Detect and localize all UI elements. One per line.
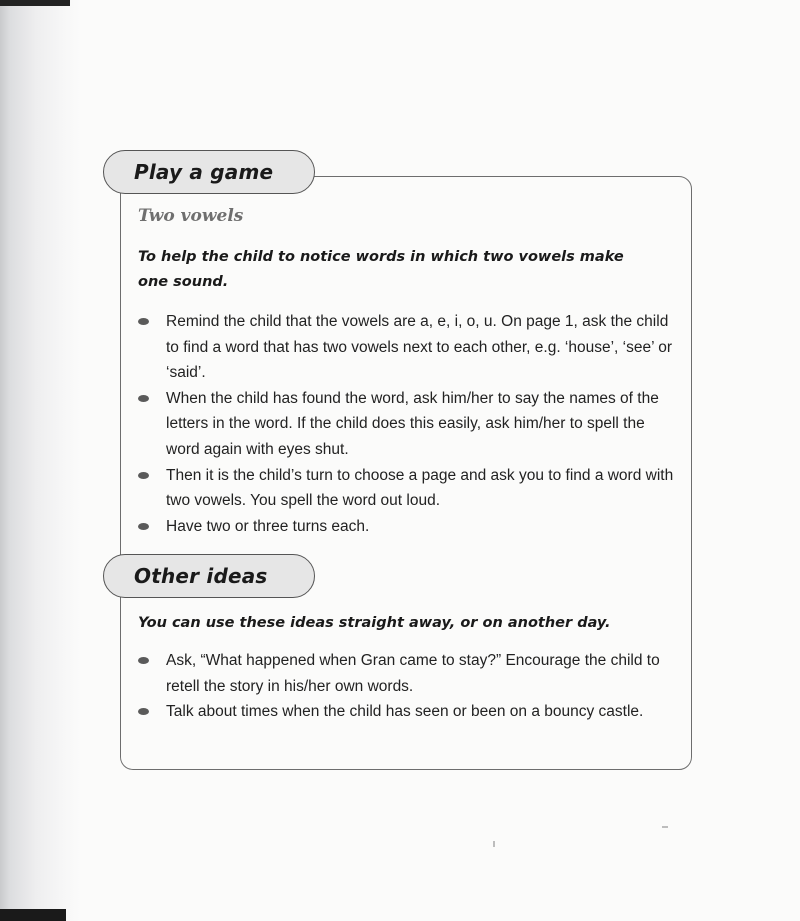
play-a-game-heading: Play a game xyxy=(103,150,315,194)
other-ideas-lead: You can use these ideas straight away, or on another day. xyxy=(138,615,611,631)
bullet-text: Then it is the child’s turn to choose a page and ask you to find a word with two vowels. You spell the word out loud. xyxy=(166,466,674,510)
bullet-icon xyxy=(138,472,149,479)
list-item xyxy=(138,514,678,540)
other-ideas-bullet-list xyxy=(138,648,678,725)
bullet-icon xyxy=(138,395,149,402)
page-edge-mark-top xyxy=(0,0,70,6)
list-item xyxy=(138,463,678,514)
scan-speck xyxy=(493,841,495,847)
play-game-bullet-list xyxy=(138,309,678,539)
list-item xyxy=(138,386,678,463)
bullet-icon xyxy=(138,523,149,530)
bullet-icon xyxy=(138,657,149,664)
list-item xyxy=(138,648,678,699)
bullet-text: Remind the child that the vowels are a, e, i, o, u. On page 1, ask the child to find a word that has two vowels next to each other, e.g. ‘house’, ‘see’ or ‘said’. xyxy=(166,313,673,382)
bullet-icon xyxy=(138,708,149,715)
bullet-text: When the child has found the word, ask him/her to say the names of the letters in the word. If the child does this easily, ask him/her to spell the word again with eyes shut. xyxy=(166,389,659,458)
play-game-lead: To help the child to notice words in which two vowels make one sound. xyxy=(138,249,624,290)
list-item xyxy=(138,309,678,386)
book-gutter-shadow xyxy=(0,0,80,921)
list-item xyxy=(138,699,678,725)
bullet-icon xyxy=(138,318,149,325)
bullet-text: Talk about times when the child has seen or been on a bouncy castle. xyxy=(166,703,644,721)
bullet-text: Have two or three turns each. xyxy=(166,517,370,535)
two-vowels-subheading: Two vowels xyxy=(138,206,244,226)
other-ideas-heading: Other ideas xyxy=(103,554,315,598)
scan-speck xyxy=(662,826,668,828)
page-edge-mark-bottom xyxy=(0,909,66,921)
bullet-text: Ask, “What happened when Gran came to stay?” Encourage the child to retell the story in his/her own words. xyxy=(166,652,660,695)
